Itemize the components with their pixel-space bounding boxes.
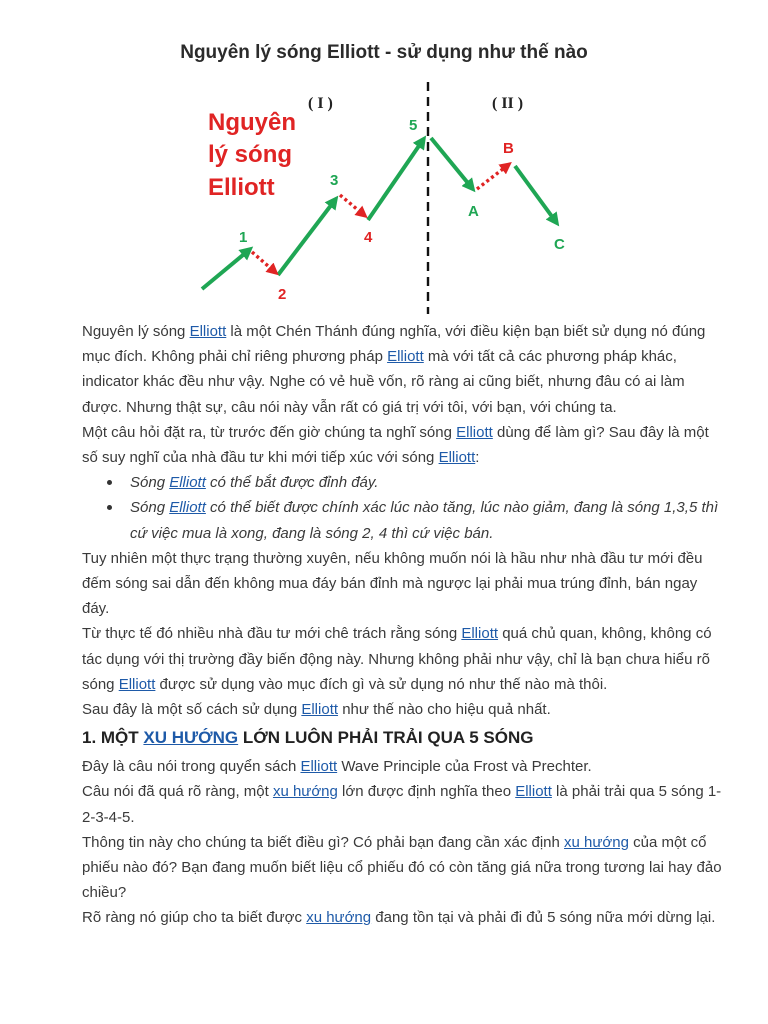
group-label-right: ( II ) [492, 95, 524, 112]
paragraph-intro: Nguyên lý sóng Elliott là một Chén Thánh đúng nghĩa, với điều kiện bạn biết sử dụng nó đúng mục đích. Không phải chỉ riêng phương pháp Elliott mà với tất cả các phương pháp khác, indicator khác đều như vậy. Nghe có vẻ huề vốn, rõ ràng ai cũng biết, nhưng đâu có ai làm được. Nhưng thật sự, câu nói này vẫn rất có giá trị với tôi, với bạn, với chúng ta. [82, 323, 706, 416]
list-item: Sóng Elliott có thể bắt được đỉnh đáy. [130, 470, 722, 495]
figure-heading-line-1: Nguyên [208, 109, 297, 136]
wave-label-2: 2 [278, 286, 287, 303]
elliott-link[interactable]: Elliott [118, 675, 156, 693]
elliott-link[interactable]: Elliott [189, 323, 227, 340]
paragraph-definition: Câu nói đã quá rõ ràng, một xu hướng lớn được định nghĩa theo Elliott là phải trải qua 5 sóng 1-2-3-4-5. [82, 783, 722, 826]
figure-heading-line-2: lý sóng [208, 141, 293, 168]
section-heading-1: 1. MỘT XU HƯỚNG LỚN LUÔN PHẢI TRẢI QUA 5 SÓNG [82, 728, 534, 748]
wave-b-arrow [477, 165, 508, 189]
page-title: Nguyên lý sóng Elliott - sử dụng như thế nào [180, 42, 588, 63]
paragraph-quote-source: Đây là câu nói trong quyển sách Elliott Wave Principle của Frost và Prechter. [82, 758, 592, 776]
elliott-link[interactable]: Elliott [387, 348, 424, 366]
paragraph-conclusion: Rõ ràng nó giúp cho ta biết được xu hướng đang tồn tại và phải đi đủ 5 sóng nữa mới dừng lại. [82, 909, 716, 927]
elliott-link[interactable]: Elliott [169, 474, 206, 492]
paragraph-transition: Sau đây là một số cách sử dụng Elliott như thế nào cho hiệu quả nhất. [82, 701, 551, 719]
wave-label-5: 5 [409, 117, 418, 134]
paragraph-reality: Tuy nhiên một thực trạng thường xuyên, nếu không muốn nói là hầu như nhà đầu tư mới đều đếm sóng sai dẫn đến không mua đáy bán đỉnh mà ngược lại phải mua trúng đỉnh, bán ngay đáy. [82, 549, 703, 618]
elliott-link[interactable]: Elliott [300, 758, 338, 776]
wave-label-3: 3 [330, 172, 339, 189]
paragraph-meaning: Thông tin này cho chúng ta biết điều gì? Có phải bạn đang cần xác định xu hướng của một cổ phiếu nào đó? Bạn đang muốn biết liệu cổ phiếu đó có còn tăng giá nữa trong tương lai hay đảo chiều? [82, 833, 722, 902]
list-item: Sóng Elliott có thể biết được chính xác lúc nào tăng, lúc nào giảm, đang là sóng 1,3,5 thì cứ việc mua là xong, đang là sóng 2, 4 thì cứ việc bán. [130, 495, 722, 545]
belief-list [82, 470, 722, 546]
elliott-link[interactable]: Elliott [456, 423, 493, 441]
paragraph-criticism: Từ thực tế đó nhiều nhà đầu tư mới chê trách rằng sóng Elliott quá chủ quan, không, không có tác dụng với thị trường đầy biến động này. Nhưng không phải như vậy, chỉ là bạn chưa hiểu rõ sóng Elliott được sử dụng vào mục đích gì và sử dụng nó như thế nào mà thôi. [82, 625, 712, 693]
elliott-link[interactable]: Elliott [301, 701, 339, 719]
wave-4-arrow [340, 195, 364, 215]
wave-label-c: C [554, 236, 565, 253]
elliott-link[interactable]: Elliott [461, 625, 499, 643]
elliott-wave-figure [190, 82, 590, 314]
wave-2-arrow [252, 252, 275, 272]
trend-link[interactable]: xu hướng [564, 833, 629, 851]
elliott-link[interactable]: Elliott [438, 449, 476, 467]
wave-5-arrow [368, 140, 423, 220]
elliott-wave-diagram [190, 82, 590, 314]
elliott-link[interactable]: Elliott [515, 783, 552, 801]
group-label-left: ( I ) [308, 95, 333, 112]
figure-heading-line-3: Elliott [208, 174, 275, 201]
article-body [82, 319, 722, 931]
wave-label-4: 4 [364, 229, 373, 246]
trend-link[interactable]: xu hướng [306, 909, 372, 927]
elliott-link[interactable]: Elliott [169, 499, 206, 517]
wave-label-1: 1 [239, 229, 248, 246]
wave-label-b: B [503, 140, 514, 157]
trend-link[interactable]: xu hướng [272, 783, 338, 801]
wave-1-arrow [202, 250, 249, 289]
wave-3-arrow [278, 200, 335, 275]
wave-c-arrow [515, 166, 556, 222]
wave-a-arrow [431, 138, 472, 188]
wave-label-a: A [468, 203, 479, 220]
trend-link[interactable]: XU HƯỚNG [143, 728, 239, 748]
paragraph-question: Một câu hỏi đặt ra, từ trước đến giờ chúng ta nghĩ sóng Elliott dùng để làm gì? Sau đây là một số suy nghĩ của nhà đầu tư khi mới tiếp xúc với sóng Elliott: [82, 423, 709, 467]
